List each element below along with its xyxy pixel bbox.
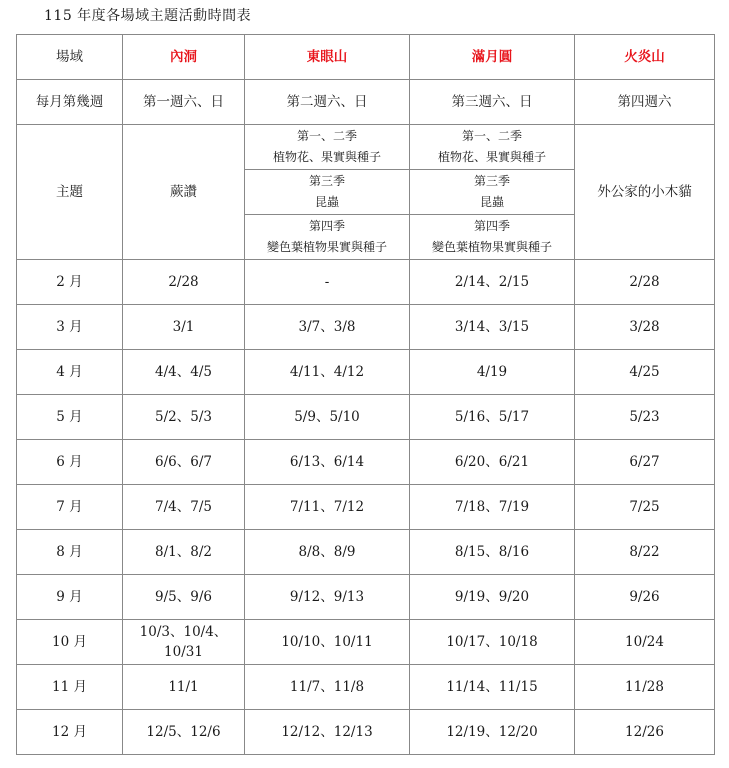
season-name: 第四季 bbox=[473, 219, 510, 233]
table-row bbox=[17, 305, 715, 350]
date-manyueyuan: 10/17、10/18 bbox=[410, 620, 575, 665]
date-manyueyuan: 8/15、8/16 bbox=[410, 530, 575, 575]
table-row bbox=[17, 710, 715, 755]
month-cell: 11 月 bbox=[17, 665, 123, 710]
month-cell: 9 月 bbox=[17, 575, 123, 620]
table-row bbox=[17, 440, 715, 485]
season-name: 第一、二季 bbox=[296, 129, 357, 143]
week-huoyanshan: 第四週六 bbox=[575, 80, 715, 125]
date-manyueyuan: 2/14、2/15 bbox=[410, 260, 575, 305]
date-manyueyuan: 4/19 bbox=[410, 350, 575, 395]
date-huoyanshan: 5/23 bbox=[575, 395, 715, 440]
date-dongyanshan: 6/13、6/14 bbox=[245, 440, 410, 485]
table-row bbox=[17, 665, 715, 710]
table-row bbox=[17, 575, 715, 620]
season-topic: 昆蟲 bbox=[479, 195, 504, 209]
date-huoyanshan: 9/26 bbox=[575, 575, 715, 620]
date-huoyanshan: 12/26 bbox=[575, 710, 715, 755]
week-dongyanshan: 第二週六、日 bbox=[245, 80, 410, 125]
table-row bbox=[17, 350, 715, 395]
season-name: 第三季 bbox=[308, 174, 345, 188]
season-cell bbox=[245, 125, 410, 170]
month-cell: 10 月 bbox=[17, 620, 123, 665]
week-manyueyuan: 第三週六、日 bbox=[410, 80, 575, 125]
month-cell: 6 月 bbox=[17, 440, 123, 485]
venue-neidong: 內洞 bbox=[123, 35, 245, 80]
season-cell bbox=[410, 170, 575, 215]
date-dongyanshan: 10/10、10/11 bbox=[245, 620, 410, 665]
month-cell: 2 月 bbox=[17, 260, 123, 305]
season-name: 第一、二季 bbox=[461, 129, 522, 143]
table-row bbox=[17, 260, 715, 305]
season-cell bbox=[245, 215, 410, 260]
month-cell: 4 月 bbox=[17, 350, 123, 395]
date-dongyanshan: 11/7、11/8 bbox=[245, 665, 410, 710]
date-huoyanshan: 3/28 bbox=[575, 305, 715, 350]
schedule-table bbox=[16, 34, 715, 755]
table-row bbox=[17, 530, 715, 575]
date-neidong: 12/5、12/6 bbox=[123, 710, 245, 755]
season-cell bbox=[245, 170, 410, 215]
date-neidong: 7/4、7/5 bbox=[123, 485, 245, 530]
week-neidong: 第一週六、日 bbox=[123, 80, 245, 125]
season-name: 第三季 bbox=[473, 174, 510, 188]
venue-manyueyuan: 滿月圓 bbox=[410, 35, 575, 80]
date-huoyanshan: 2/28 bbox=[575, 260, 715, 305]
theme-huoyanshan: 外公家的小木貓 bbox=[575, 125, 715, 260]
date-manyueyuan: 9/19、9/20 bbox=[410, 575, 575, 620]
table-row bbox=[17, 485, 715, 530]
date-neidong: 8/1、8/2 bbox=[123, 530, 245, 575]
week-header-row bbox=[17, 80, 715, 125]
week-label: 每月第幾週 bbox=[17, 80, 123, 125]
table-row bbox=[17, 395, 715, 440]
season-topic: 昆蟲 bbox=[314, 195, 339, 209]
table-row bbox=[17, 620, 715, 665]
date-huoyanshan: 8/22 bbox=[575, 530, 715, 575]
season-cell bbox=[410, 215, 575, 260]
month-cell: 3 月 bbox=[17, 305, 123, 350]
date-dongyanshan: 12/12、12/13 bbox=[245, 710, 410, 755]
date-neidong: 3/1 bbox=[123, 305, 245, 350]
venue-dongyanshan: 東眼山 bbox=[245, 35, 410, 80]
month-cell: 8 月 bbox=[17, 530, 123, 575]
venue-label: 場域 bbox=[17, 35, 123, 80]
date-manyueyuan: 7/18、7/19 bbox=[410, 485, 575, 530]
date-dongyanshan: 8/8、8/9 bbox=[245, 530, 410, 575]
date-neidong: 11/1 bbox=[123, 665, 245, 710]
date-huoyanshan: 4/25 bbox=[575, 350, 715, 395]
date-manyueyuan: 3/14、3/15 bbox=[410, 305, 575, 350]
month-cell: 7 月 bbox=[17, 485, 123, 530]
season-name: 第四季 bbox=[308, 219, 345, 233]
date-neidong: 9/5、9/6 bbox=[123, 575, 245, 620]
date-dongyanshan: 9/12、9/13 bbox=[245, 575, 410, 620]
theme-neidong: 蕨讚 bbox=[123, 125, 245, 260]
season-cell bbox=[410, 125, 575, 170]
date-huoyanshan: 11/28 bbox=[575, 665, 715, 710]
date-neidong: 6/6、6/7 bbox=[123, 440, 245, 485]
venue-header-row bbox=[17, 35, 715, 80]
season-topic: 植物花、果實與種子 bbox=[437, 150, 546, 164]
season-topic: 變色葉植物果實與種子 bbox=[266, 240, 387, 254]
date-huoyanshan: 7/25 bbox=[575, 485, 715, 530]
date-neidong: 2/28 bbox=[123, 260, 245, 305]
theme-row bbox=[17, 125, 715, 170]
date-neidong: 5/2、5/3 bbox=[123, 395, 245, 440]
date-manyueyuan: 6/20、6/21 bbox=[410, 440, 575, 485]
date-huoyanshan: 10/24 bbox=[575, 620, 715, 665]
date-neidong: 4/4、4/5 bbox=[123, 350, 245, 395]
date-dongyanshan: 5/9、5/10 bbox=[245, 395, 410, 440]
date-dongyanshan: 4/11、4/12 bbox=[245, 350, 410, 395]
page-title: 115 年度各場域主題活動時間表 bbox=[44, 8, 252, 24]
month-cell: 5 月 bbox=[17, 395, 123, 440]
date-manyueyuan: 12/19、12/20 bbox=[410, 710, 575, 755]
month-cell: 12 月 bbox=[17, 710, 123, 755]
date-manyueyuan: 5/16、5/17 bbox=[410, 395, 575, 440]
date-manyueyuan: 11/14、11/15 bbox=[410, 665, 575, 710]
date-neidong: 10/3、10/4、10/31 bbox=[123, 620, 245, 665]
season-topic: 變色葉植物果實與種子 bbox=[431, 240, 552, 254]
season-topic: 植物花、果實與種子 bbox=[272, 150, 381, 164]
date-dongyanshan: 7/11、7/12 bbox=[245, 485, 410, 530]
theme-label: 主題 bbox=[17, 125, 123, 260]
date-dongyanshan: 3/7、3/8 bbox=[245, 305, 410, 350]
venue-huoyanshan: 火炎山 bbox=[575, 35, 715, 80]
date-dongyanshan: - bbox=[245, 260, 410, 305]
date-huoyanshan: 6/27 bbox=[575, 440, 715, 485]
